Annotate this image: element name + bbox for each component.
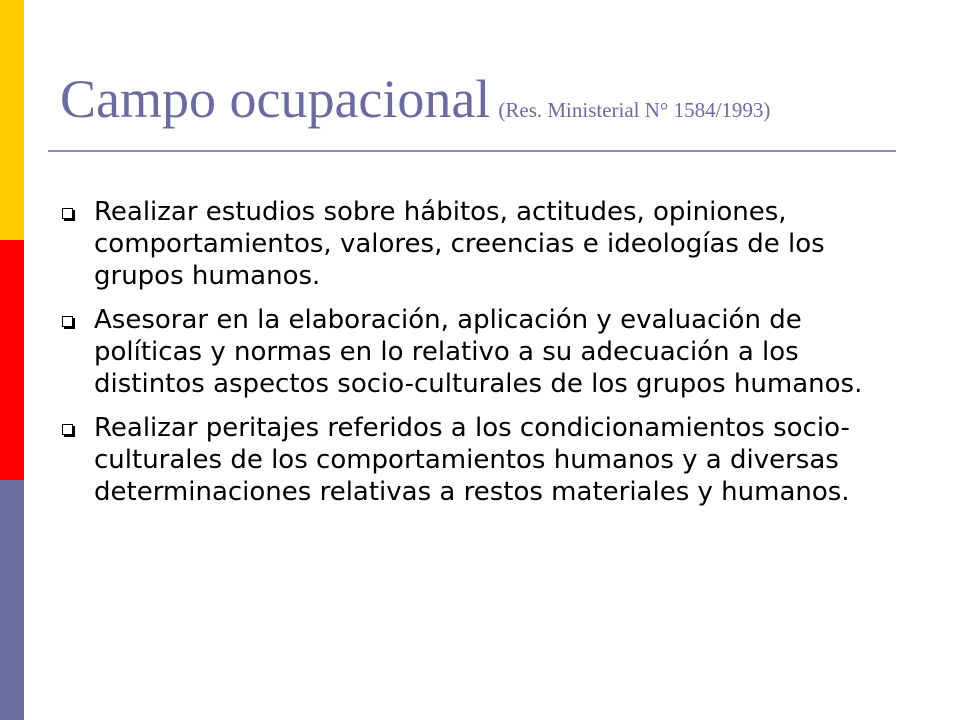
side-bar-purple-segment xyxy=(0,480,24,720)
side-bar-red-segment xyxy=(0,240,24,480)
bullet-item xyxy=(60,412,910,508)
slide-title-reference: (Res. Ministerial N° 1584/1993) xyxy=(498,98,771,122)
bullet-list xyxy=(60,196,910,520)
slide-title xyxy=(60,69,920,129)
title-divider xyxy=(48,150,896,152)
slide-title-main: Campo ocupacional xyxy=(60,69,491,129)
bullet-text: Realizar peritajes referidos a los condicionamientos socio-culturales de los comportamientos humanos y a diversas determinaciones relativas a restos materiales y humanos. xyxy=(94,413,850,507)
side-bar-yellow-segment xyxy=(0,0,24,240)
square-bullet-icon xyxy=(62,208,73,219)
bullet-item xyxy=(60,196,910,292)
bullet-text: Realizar estudios sobre hábitos, actitudes, opiniones, comportamientos, valores, creencias e ideologías de los grupos humanos. xyxy=(94,197,825,291)
square-bullet-icon xyxy=(62,424,73,435)
side-color-bar xyxy=(0,0,24,720)
bullet-text: Asesorar en la elaboración, aplicación y evaluación de políticas y normas en lo relativo a su adecuación a los distintos aspectos socio-culturales de los grupos humanos. xyxy=(94,305,863,399)
bullet-item xyxy=(60,304,910,400)
square-bullet-icon xyxy=(62,316,73,327)
